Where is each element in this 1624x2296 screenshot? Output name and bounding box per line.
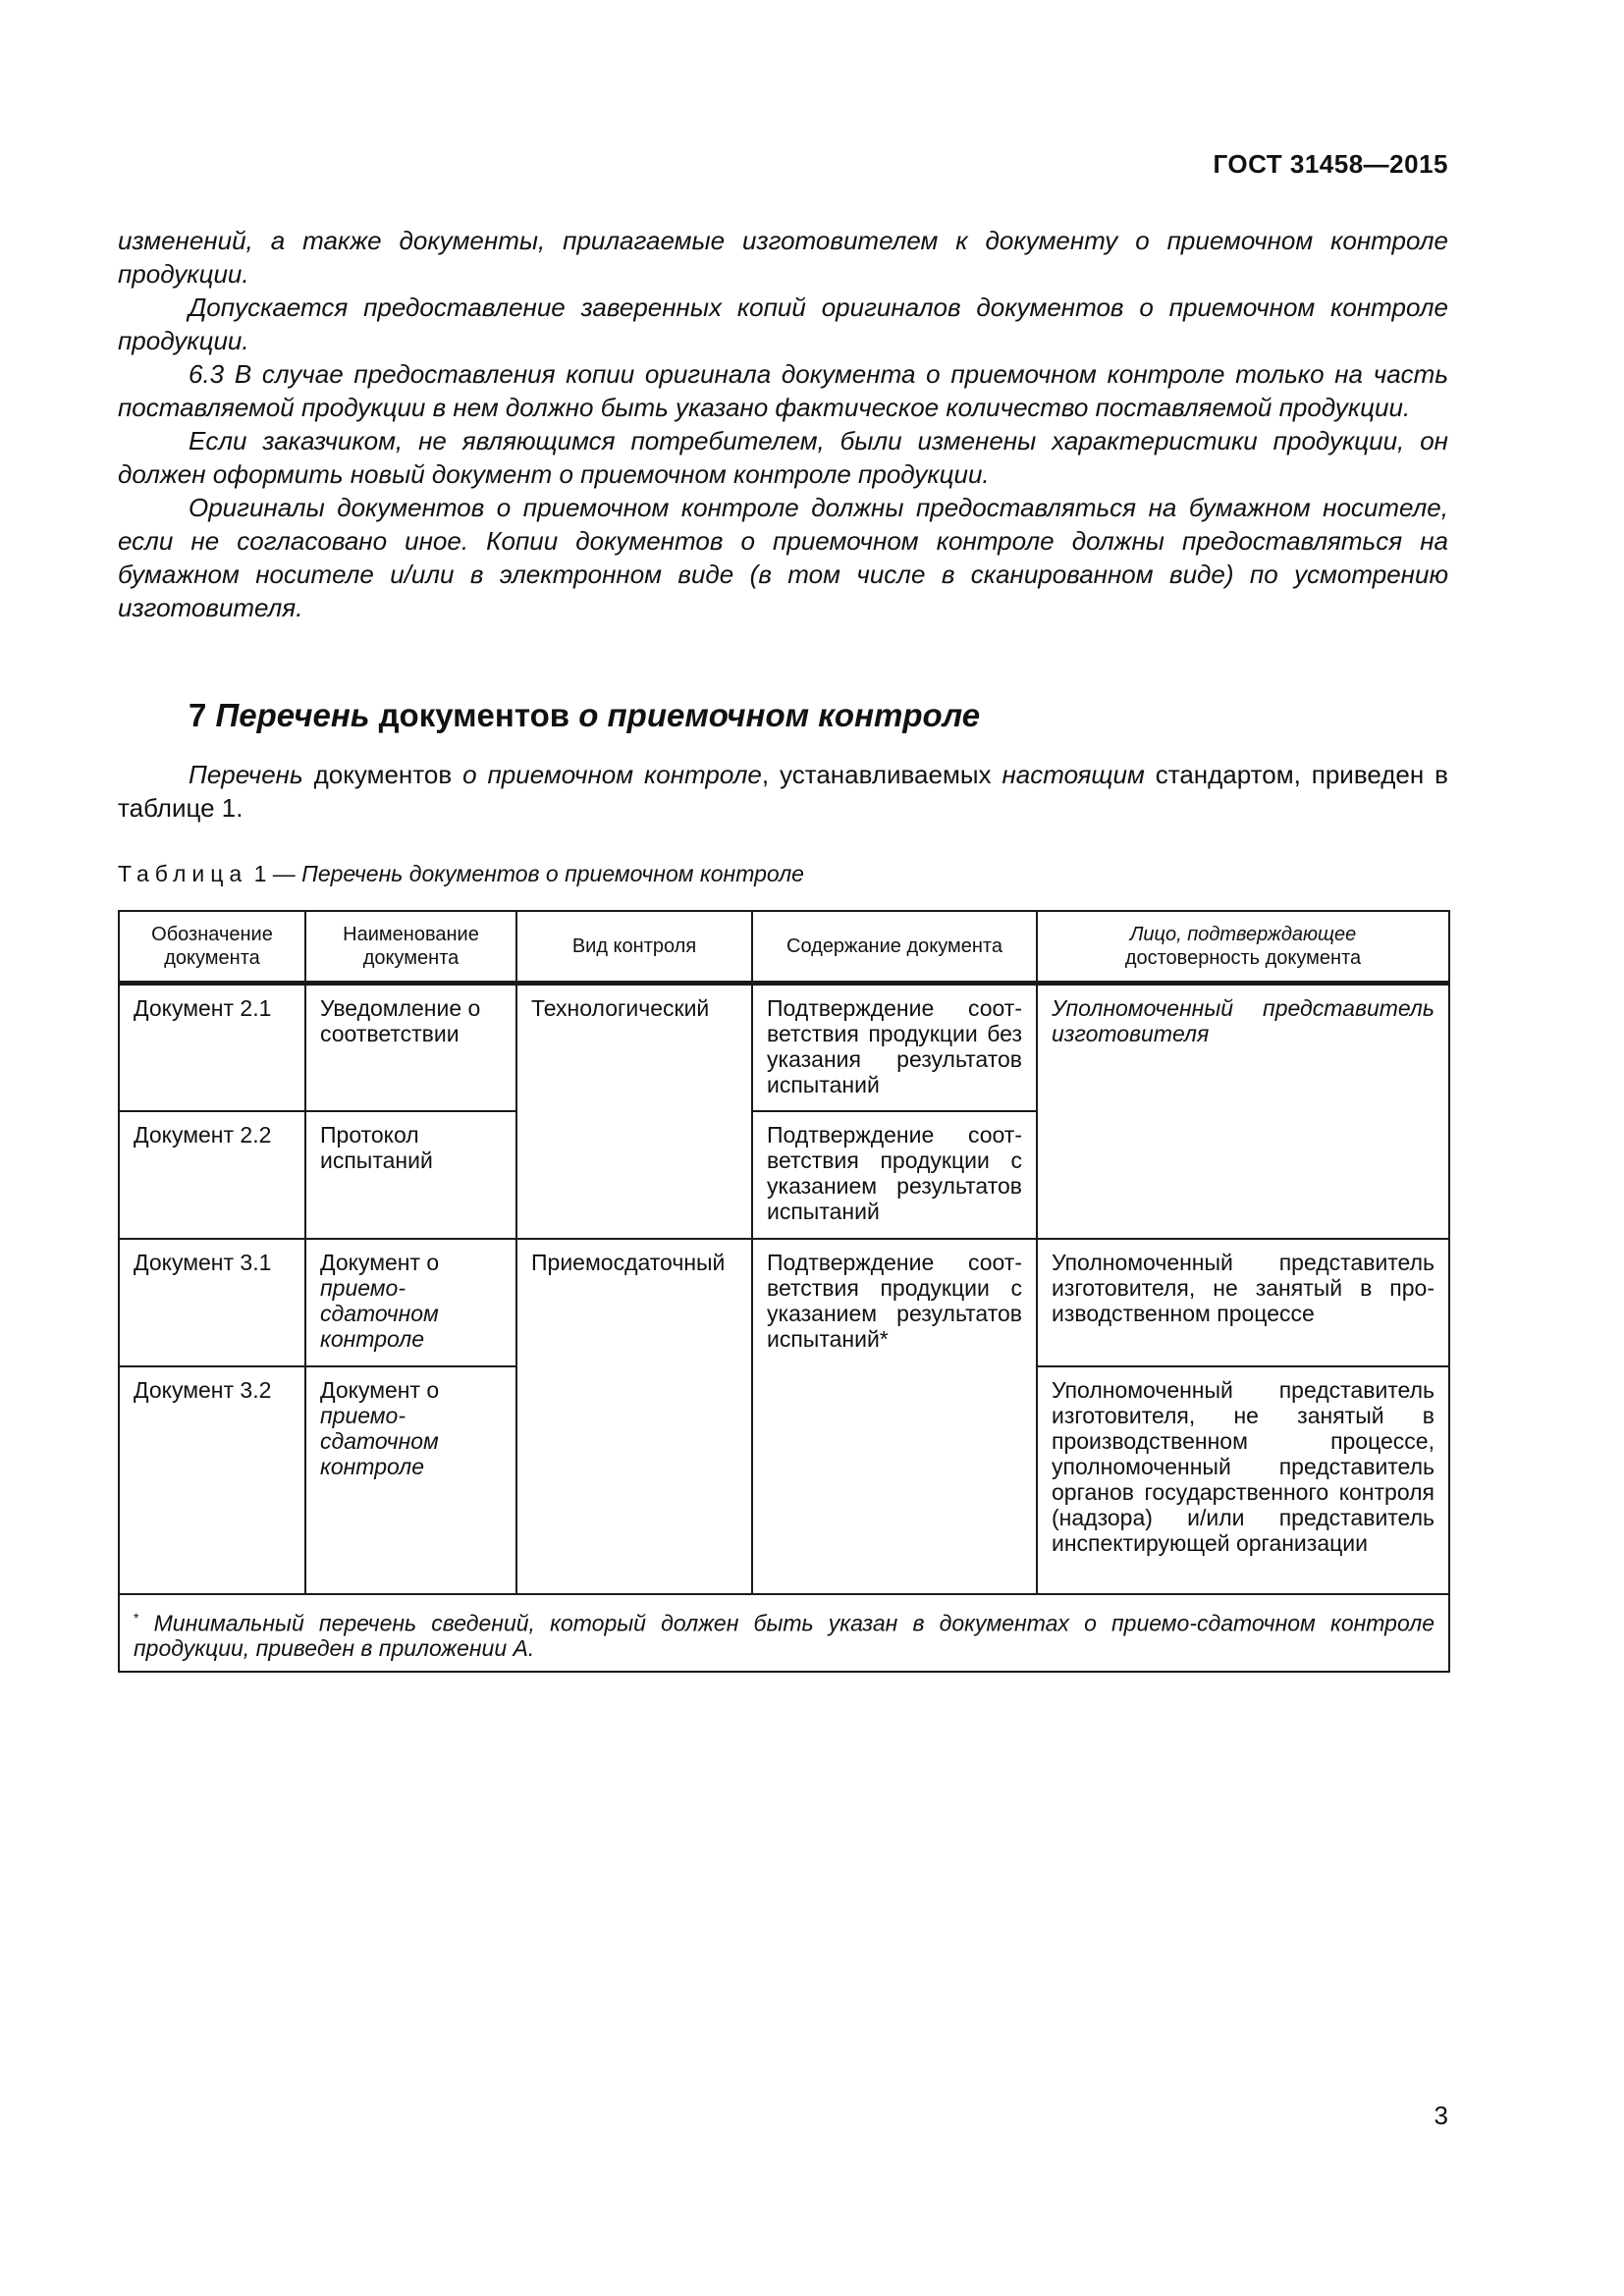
table-row	[119, 1239, 1449, 1366]
cell-name-plain: Документ о	[320, 1249, 440, 1275]
section-number: 7	[189, 697, 207, 733]
table-caption-title: Перечень документов о приемочном контроле	[301, 861, 804, 886]
cell-content: Подтверждение соответствия продукции без указания результатов испытаний	[752, 984, 1037, 1111]
section-title-part: Перечень	[215, 697, 370, 733]
table-header-row	[119, 911, 1449, 984]
table-caption-number: 1 —	[253, 861, 296, 886]
intro-part: документов	[313, 760, 453, 789]
intro-part: стандартом, приведен в таблице 1.	[118, 760, 1448, 823]
cell-name: Уведомление о соответствии	[305, 984, 516, 1111]
page-number: 3	[1434, 2101, 1448, 2130]
header-designation: Обозначение документа	[119, 911, 305, 984]
body-text	[118, 224, 1448, 624]
paragraph: 6.3 В случае предоставления копии оригинала документа о приемочном контроле только на часть поставляемой продукции в нем должно быть указано фактическое количество поставляемой продукции.	[118, 359, 1448, 422]
table-row	[119, 984, 1449, 1111]
section-title-part: о приемочном контроле	[578, 697, 981, 733]
documents-table	[118, 910, 1450, 1673]
cell-content: Подтверждение соответствия продукции с указанием результатов испытаний*	[752, 1239, 1037, 1594]
cell-control-type: Приемосдаточный	[516, 1239, 752, 1594]
table-footnote-row	[119, 1594, 1449, 1673]
cell-designation: Документ 3.2	[119, 1366, 305, 1594]
intro-part: настоящим	[1001, 760, 1145, 789]
paragraph: Оригиналы документов о приемочном контроле должны предоставляться на бумажном носителе, если не согласовано иное. Копии документов о приемочном контроле должны предоставляться на бумажном носителе и/или в электронном виде (в том числе в сканированном виде) по усмотрению изготовителя.	[118, 493, 1448, 622]
cell-content: Подтверждение соответствия продукции с указанием результатов испытаний	[752, 1111, 1037, 1239]
section-intro	[118, 758, 1448, 825]
header-person: Лицо, подтверждающее достоверность документа	[1037, 911, 1449, 984]
header-control-type: Вид контроля	[516, 911, 752, 984]
table-footnote	[119, 1594, 1449, 1673]
intro-part: Перечень	[189, 760, 303, 789]
standard-number: ГОСТ 31458—2015	[1213, 149, 1448, 179]
intro-part: , устанавливаемых	[761, 760, 992, 789]
cell-designation: Документ 2.2	[119, 1111, 305, 1239]
header-content: Содержание документа	[752, 911, 1037, 984]
intro-part: о приемочном контроле	[462, 760, 762, 789]
cell-person: Уполномоченный представитель изготовителя, не занятый в производственном процессе	[1037, 1239, 1449, 1366]
cell-name-italic: приемосдаточном контроле	[320, 1402, 439, 1479]
cell-control-type: Технологический	[516, 984, 752, 1239]
header-name: Наименование документа	[305, 911, 516, 984]
cell-designation: Документ 2.1	[119, 984, 305, 1111]
section-title-part: документов	[378, 697, 570, 733]
paragraph: изменений, а также документы, прилагаемые изготовителем к документу о приемочном контроле продукции.	[118, 226, 1448, 289]
paragraph: Допускается предоставление заверенных копий оригиналов документов о приемочном контроле продукции.	[118, 293, 1448, 355]
footnote-mark: *	[134, 1609, 139, 1626]
cell-person: Уполномоченный представитель изготовителя	[1037, 984, 1449, 1239]
cell-name: Протокол испытаний	[305, 1111, 516, 1239]
section-title	[189, 697, 980, 734]
cell-name-italic: приемосдаточном контроле	[320, 1274, 439, 1352]
cell-person: Уполномоченный представитель изготовителя, не занятый в производственном процессе, уполномоченный представитель органов государственного контроля (надзора) и/или представитель инспектирующей организации	[1037, 1366, 1449, 1594]
footnote-text: Минимальный перечень сведений, который должен быть указан в документах о приемо-сдаточном контроле продукции, приведен в приложении А.	[134, 1610, 1435, 1662]
cell-name-plain: Документ о	[320, 1376, 440, 1403]
cell-name	[305, 1239, 516, 1366]
paragraph: Если заказчиком, не являющимся потребителем, были изменены характеристики продукции, он должен оформить новый документ о приемочном контроле продукции.	[118, 426, 1448, 489]
table-caption	[118, 861, 804, 887]
table-caption-label: Таблица	[118, 861, 248, 886]
cell-designation: Документ 3.1	[119, 1239, 305, 1366]
cell-name	[305, 1366, 516, 1594]
